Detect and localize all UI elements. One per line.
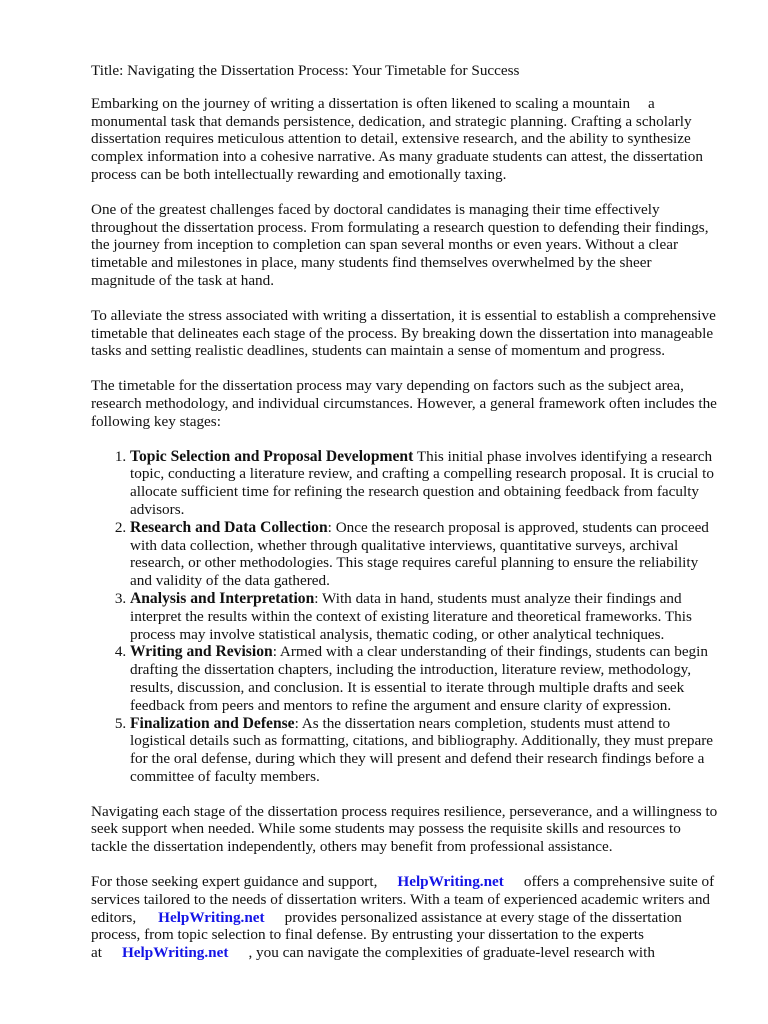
intro-paragraph <box>91 95 719 184</box>
framework-paragraph: The timetable for the dissertation process may vary depending on factors such as the subject area, research methodology, and individual circumstances. However, a general framework often includes the following key stages: <box>91 377 717 430</box>
service-paragraph <box>91 873 719 962</box>
stage-item <box>130 448 719 519</box>
stage-name: Topic Selection and Proposal Development <box>130 447 414 465</box>
service-text-2: offers a comprehensive suite of services tailored to the needs of dissertation writers. With a team of experienced academic writers and editors, <box>91 873 715 926</box>
stage-separator: : <box>294 714 302 732</box>
stage-separator: : <box>272 643 280 661</box>
intro-paragraph-start: Embarking on the journey of writing a dissertation is often likened to scaling a mountain <box>91 94 631 112</box>
stage-text: As the dissertation nears completion, students must attend to logistical details such as formatting, citations, and bibliography. Additionally, they must prepare for the oral defense, during which they will present and defend their research findings before a committee of faculty members. <box>130 714 714 785</box>
document-title: Title: Navigating the Dissertation Process: Your Timetable for Success <box>91 62 520 79</box>
document-page <box>91 62 719 979</box>
stage-item <box>130 590 719 643</box>
stage-text: This initial phase involves identifying a research topic, conducting a literature review, and crafting a compelling research proposal. It is crucial to allocate sufficient time for refining the research question and obtaining feedback from faculty advisors. <box>130 447 714 518</box>
timetable-paragraph: To alleviate the stress associated with writing a dissertation, it is essential to establish a comprehensive timetable that delineates each stage of the process. By breaking down the dissertation into manageable tasks and setting realistic deadlines, students can maintain a sense of momentum and progress. <box>91 306 716 360</box>
stage-item <box>130 715 719 786</box>
stage-name: Finalization and Defense <box>130 714 295 732</box>
stage-name: Analysis and Interpretation <box>130 589 315 607</box>
stage-name: Research and Data Collection <box>130 518 328 536</box>
stage-separator: : <box>327 518 336 536</box>
service-text-4: , you can navigate the complexities of graduate-level research with <box>248 944 655 962</box>
stage-text: Armed with a clear understanding of their findings, students can begin drafting the dissertation chapters, including the introduction, literature review, methodology, results, discussion, and conclusion. It is essential to iterate through multiple drafts and seek feedback from peers and mentors to refine the argument and ensure clarity of expression. <box>130 643 708 714</box>
stages-list <box>91 448 719 786</box>
stage-item <box>130 519 719 590</box>
service-text-1: For those seeking expert guidance and support, <box>91 873 378 891</box>
support-paragraph: Navigating each stage of the dissertation process requires resilience, perseverance, and a willingness to seek support when needed. While some students may possess the requisite skills and resources to tackle the dissertation independently, others may benefit from professional assistance. <box>91 802 718 856</box>
stage-text: Once the research proposal is approved, students can proceed with data collection, whether through qualitative interviews, quantitative surveys, archival research, or other methodologies. This stage requires careful planning to ensure the reliability and validity of the data gathered. <box>130 518 709 590</box>
helpwriting-link-3[interactable]: HelpWriting.net <box>121 944 229 962</box>
helpwriting-link-2[interactable]: HelpWriting.net <box>158 908 265 926</box>
stage-name: Writing and Revision <box>130 643 273 661</box>
service-text-3: provides personalized assistance at every stage of the dissertation process, from topic selection to final defense. By entrusting your dissertation to the experts at <box>91 908 682 962</box>
stage-item <box>130 643 719 714</box>
helpwriting-link-1[interactable]: HelpWriting.net <box>397 873 504 891</box>
stage-separator: : <box>314 589 323 607</box>
intro-paragraph-end: a monumental task that demands persistence, dedication, and strategic planning. Crafting a scholarly dissertation requires meticulous attention to detail, extensive research, and the ability to synthesize complex information into a cohesive narrative. As many graduate students can attest, the dissertation process can be both intellectually rewarding and emotionally taxing. <box>91 94 703 183</box>
challenges-paragraph: One of the greatest challenges faced by doctoral candidates is managing their time effectively throughout the dissertation process. From formulating a research question to defending their findings, the journey from inception to completion can span several months or even years. Without a clear timetable and milestones in place, many students find themselves overwhelmed by the sheer magnitude of the task at hand. <box>91 200 709 289</box>
stage-text: With data in hand, students must analyze their findings and interpret the results within the context of existing literature and theoretical frameworks. This process may involve statistical analysis, thematic coding, or other analytical techniques. <box>130 589 692 643</box>
